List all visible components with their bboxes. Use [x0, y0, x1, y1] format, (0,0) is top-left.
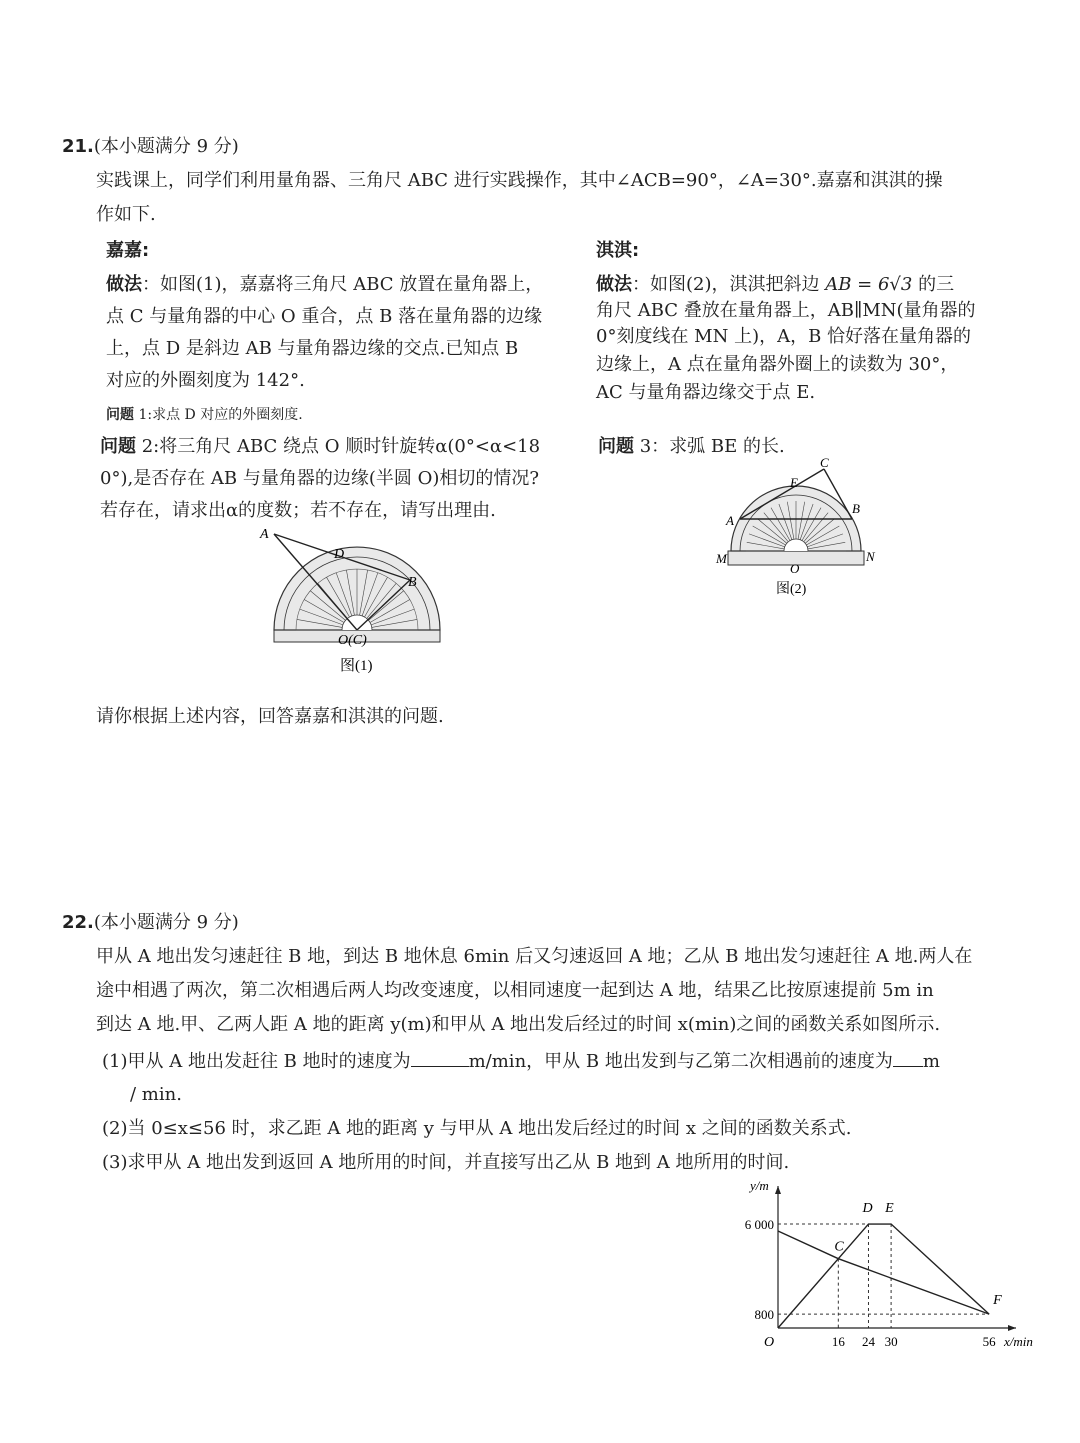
jiajia-q2-text1: 2:将三角尺 ABC 绕点 O 顺时针旋转α(0°<α<18 — [136, 436, 541, 457]
point-label-c: C — [834, 1239, 844, 1255]
qiqi-method-line5: AC 与量角器边缘交于点 E. — [596, 382, 816, 403]
origin-label: O — [764, 1335, 775, 1350]
figure1-protractor — [250, 522, 450, 682]
q21-intro-line1: 实践课上，同学们利用量角器、三角尺 ABC 进行实践操作，其中∠ACB=90°，∠A=30°.嘉嘉和淇淇的操 — [96, 170, 943, 191]
q22-header: (本小题满分 9 分) — [93, 912, 239, 933]
qiqi-method-text1c: 的三 — [912, 274, 955, 295]
jiajia-method-line4: 对应的外圈刻度为 142°. — [106, 370, 305, 391]
q22-para-line2: 途中相遇了两次，第二次相遇后两人均改变速度，以相同速度一起到达 A 地，结果乙比按原速提前 5m in — [96, 980, 934, 1001]
q21-number: 21. — [62, 136, 94, 157]
qiqi-method-line2: 角尺 ABC 叠放在量角器上，AB∥MN(量角器的 — [596, 300, 976, 321]
q21-closing: 请你根据上述内容，回答嘉嘉和淇淇的问题. — [96, 706, 444, 727]
x-tick-label: 24 — [861, 1334, 875, 1349]
y-axis-label: y/m — [750, 1178, 769, 1193]
qiqi-method-label: 做法 — [596, 274, 632, 295]
fig1-caption: 图(1) — [340, 658, 373, 674]
q22-answer-blank-2[interactable] — [893, 1048, 923, 1067]
jiajia-q1-label: 问题 — [106, 407, 134, 423]
q21-header: (本小题满分 9 分) — [93, 136, 239, 157]
q22-function-graph — [730, 1176, 1050, 1396]
y-tick-label: 6 000 — [744, 1217, 774, 1233]
q22-para-line3: 到达 A 地.甲、乙两人距 A 地的距离 y(m)和甲从 A 地出发后经过的时间 x(min)之间的函数关系如图所示. — [96, 1014, 941, 1035]
jiajia-q1-text: 1:求点 D 对应的外圈刻度. — [134, 407, 303, 423]
jiajia-method-line1 — [106, 272, 543, 298]
fig1-label-b: B — [408, 575, 417, 590]
qiqi-q3-text: 3：求弧 BE 的长. — [634, 436, 785, 457]
fig2-label-e: E — [790, 475, 798, 490]
q22-heading — [62, 910, 239, 936]
q22-subq1-line1 — [102, 1048, 940, 1075]
point-label-f: F — [993, 1293, 1002, 1309]
jiajia-question2-line1 — [100, 434, 540, 460]
jiajia-question2-line2: 0°),是否存在 AB 与量角器的边缘(半圆 O)相切的情况? — [100, 468, 540, 489]
qiqi-method-line4: 边缘上，A 点在量角器外圈上的读数为 30°， — [596, 354, 959, 375]
fig1-label-d: D — [334, 547, 345, 562]
x-axis-arrow — [1008, 1325, 1016, 1331]
x-tick-label: 30 — [884, 1334, 898, 1349]
q22-subq1-line2: / min. — [130, 1084, 182, 1105]
jiajia-method-line3: 上，点 D 是斜边 AB 与量角器边缘的交点.已知点 B — [106, 338, 519, 359]
qiqi-ab-formula: AB = 6√3 — [825, 274, 913, 295]
q22-subq1-text-a: (1)甲从 A 地出发赶往 B 地时的速度为 — [102, 1051, 411, 1072]
x-tick-label: 56 — [982, 1334, 996, 1349]
series-line-2 — [778, 1231, 989, 1314]
jiajia-method-label: 做法 — [106, 274, 142, 295]
x-tick-label: 16 — [831, 1334, 845, 1349]
qiqi-q3-label: 问题 — [598, 436, 634, 457]
q21-intro-line2: 作如下. — [96, 204, 156, 225]
q21-heading — [62, 134, 239, 160]
fig2-label-b: B — [852, 501, 860, 516]
figure2-protractor — [714, 455, 884, 605]
point-label-e: E — [885, 1201, 894, 1217]
q22-answer-blank-1[interactable] — [411, 1048, 469, 1067]
jiajia-question2-line3: 若存在，请求出α的度数；若不存在，请写出理由. — [100, 500, 496, 521]
qiqi-method-text1a: ：如图(2)，淇淇把斜边 — [632, 274, 826, 295]
fig2-label-m: M — [716, 551, 727, 566]
jiajia-method-line2: 点 C 与量角器的中心 O 重合，点 B 落在量角器的边缘 — [106, 306, 543, 327]
x-axis-label: x/min — [1004, 1334, 1033, 1349]
fig2-label-a: A — [726, 513, 734, 528]
y-axis-arrow — [775, 1186, 781, 1194]
fig2-label-o: O — [790, 561, 800, 576]
q22-para-line1: 甲从 A 地出发匀速赶往 B 地，到达 B 地休息 6min 后又匀速返回 A 地；乙从 B 地出发匀速赶往 A 地.两人在 — [96, 946, 973, 967]
q22-subq2: (2)当 0≤x≤56 时，求乙距 A 地的距离 y 与甲从 A 地出发后经过的时间 x 之间的函数关系式. — [102, 1118, 852, 1139]
q22-number: 22. — [62, 912, 94, 933]
jiajia-q2-label: 问题 — [100, 436, 136, 457]
qiqi-method-line3: 0°刻度线在 MN 上)，A，B 恰好落在量角器的 — [596, 326, 972, 347]
y-tick-label: 800 — [754, 1307, 774, 1323]
qiqi-name: 淇淇: — [596, 240, 640, 261]
qiqi-method-line1 — [596, 272, 954, 298]
jiajia-method-text1: ：如图(1)，嘉嘉将三角尺 ABC 放置在量角器上， — [142, 274, 544, 295]
fig2-label-n: N — [866, 549, 875, 564]
fig1-label-oc: O(C) — [338, 633, 367, 648]
fig1-label-a: A — [260, 527, 269, 542]
q22-subq3: (3)求甲从 A 地出发到返回 A 地所用的时间，并直接写出乙从 B 地到 A 地所用的时间. — [102, 1152, 790, 1173]
point-label-d: D — [862, 1201, 873, 1217]
jiajia-question1 — [106, 402, 303, 428]
fig2-caption: 图(2) — [776, 582, 807, 597]
q22-subq1-text-b: m/min，甲从 B 地出发到与乙第二次相遇前的速度为 — [468, 1051, 893, 1072]
jiajia-name: 嘉嘉: — [106, 240, 150, 261]
fig2-label-c: C — [820, 455, 829, 470]
q22-subq1-text-c: m — [922, 1051, 940, 1072]
